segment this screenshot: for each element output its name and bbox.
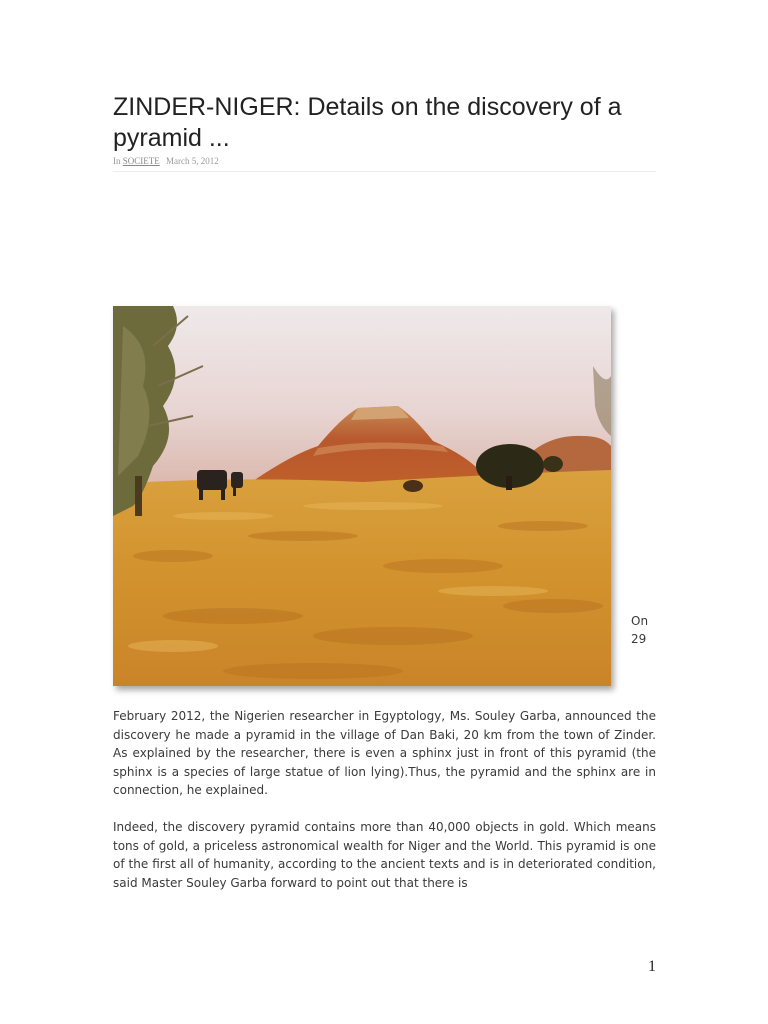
paragraph-1: February 2012, the Nigerien researcher in Egyptology, Ms. Souley Garba, announced the discovery he made a pyramid in the village of Dan Baki, 20 km from the town of Zinder. As explained by the researcher, there is even a sphinx just in front of this pyramid (the sphinx is a species of large statue of lion lying).Thus, the pyramid and the sphinx are in connection, he explained.	[113, 709, 656, 798]
pyramid-photo	[113, 306, 611, 686]
category-link[interactable]: SOCIETE	[122, 156, 160, 166]
meta-prefix: In	[113, 156, 121, 166]
caption-side-text: On 29	[631, 614, 649, 646]
publish-date: March 5, 2012	[166, 156, 219, 166]
page-number: 1	[648, 958, 656, 975]
article-meta	[113, 156, 219, 166]
paragraph-2: Indeed, the discovery pyramid contains more than 40,000 objects in gold. Which means tons of gold, a priceless astronomical wealth for Niger and the World. This pyramid is one of the first all of humanity, according to the ancient texts and is in deteriorated condition, said Master Souley Garba forward to point out that there is	[113, 819, 656, 890]
title-divider	[113, 171, 656, 172]
article-body	[113, 707, 656, 910]
article-title: ZINDER-NIGER: Details on the discovery of a pyramid ...	[113, 93, 622, 152]
